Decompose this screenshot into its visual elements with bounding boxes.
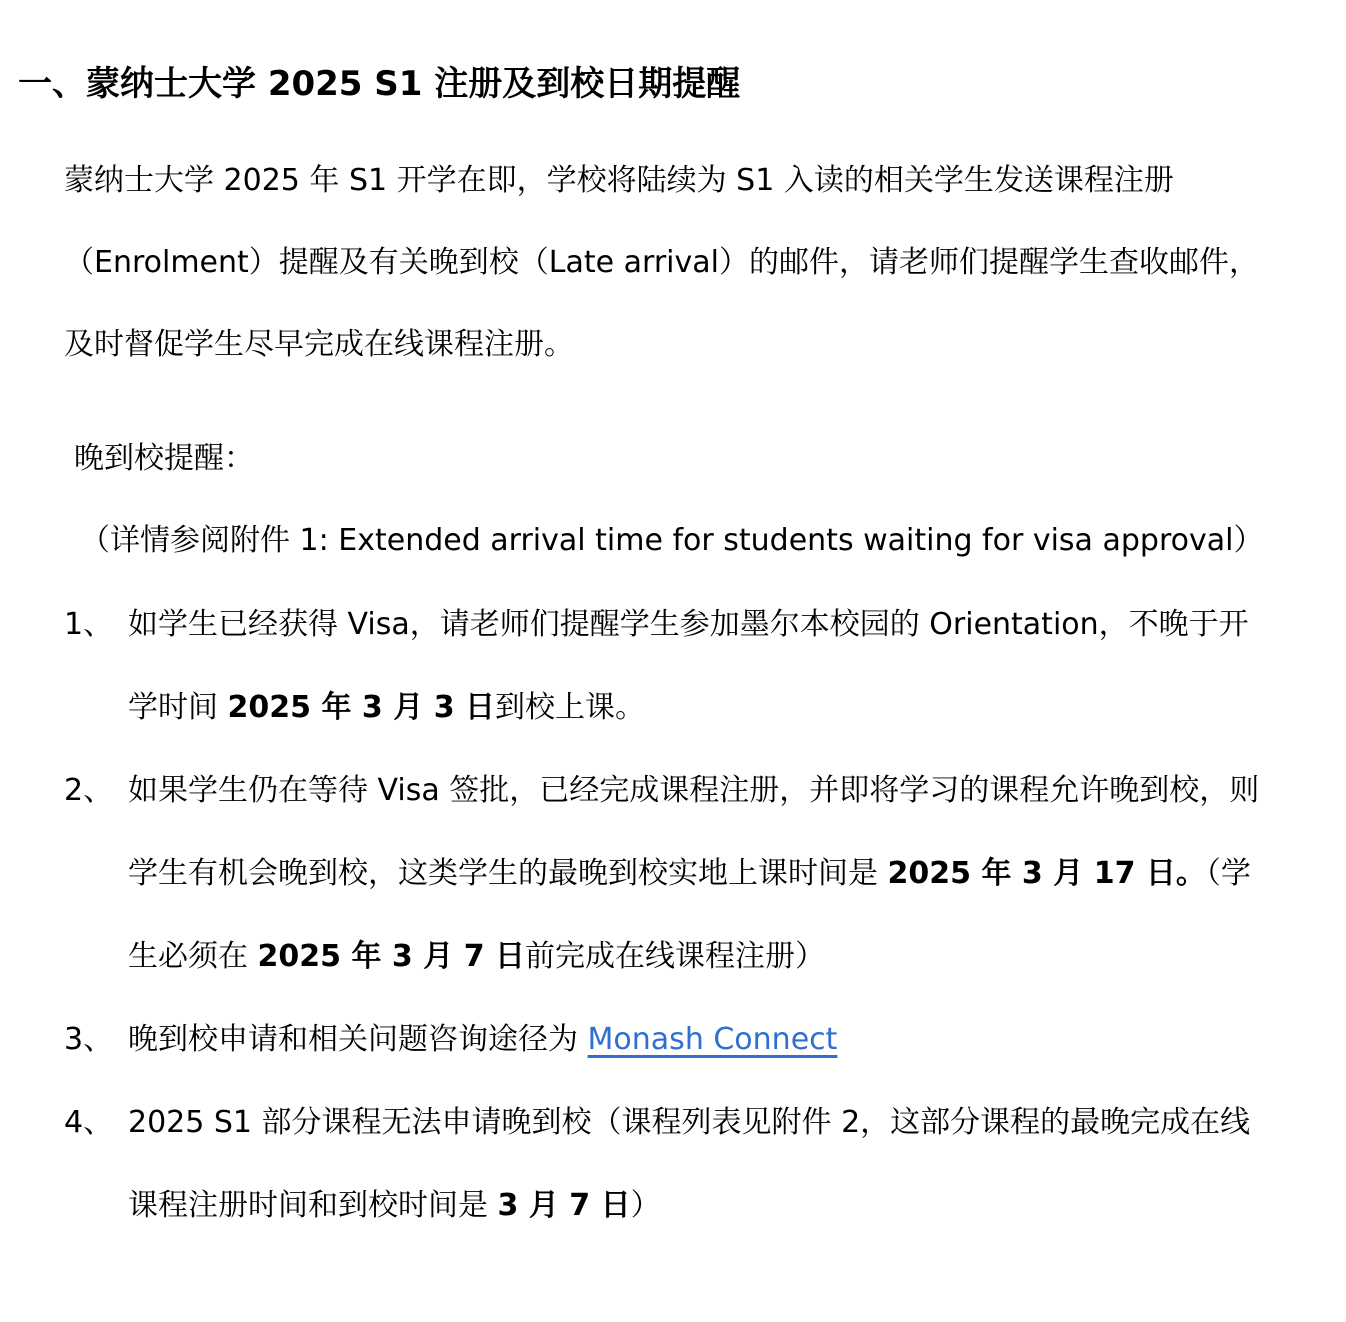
text-segment: 晚到校申请和相关问题咨询途径为: [128, 1022, 588, 1057]
list-item-text: [128, 915, 1334, 998]
list-item-text: [128, 832, 1334, 915]
text-segment: 生必须在: [128, 939, 258, 974]
bold-date: 2025 年 3 月 7 日: [257, 939, 526, 974]
list-item-text: 2025 S1 部分课程无法申请晚到校（课程列表见附件 2，这部分课程的最晚完成在线: [128, 1105, 1251, 1140]
text-segment: ）: [630, 1188, 661, 1223]
section-heading: 一、蒙纳士大学 2025 S1 注册及到校日期提醒: [18, 64, 741, 104]
list-item: [64, 998, 1334, 1081]
list-item-number: 1、: [64, 607, 114, 642]
list-item: [64, 1081, 1334, 1247]
list-item-text: [128, 666, 1334, 749]
bold-date: 2025 年 3 月 3 日: [227, 690, 496, 725]
list-item: [64, 749, 1334, 998]
monash-connect-link[interactable]: Monash Connect: [587, 1022, 838, 1057]
text-segment: 课程注册时间和到校时间是: [128, 1188, 498, 1223]
late-arrival-reference: （详情参阅附件 1: Extended arrival time for students waiting for visa approval）: [80, 523, 1264, 558]
list-item-text: [128, 998, 1334, 1081]
intro-line-3: 及时督促学生尽早完成在线课程注册。: [64, 327, 574, 362]
intro-line-2: （Enrolment）提醒及有关晚到校（Late arrival）的邮件，请老师们提醒学生查收邮件，: [64, 245, 1259, 280]
text-segment: 前完成在线课程注册）: [525, 939, 826, 974]
intro-line-1: 蒙纳士大学 2025 年 S1 开学在即，学校将陆续为 S1 入读的相关学生发送课程注册: [64, 163, 1174, 198]
bold-date: 3 月 7 日: [497, 1188, 631, 1223]
late-arrival-title: 晚到校提醒：: [74, 441, 254, 476]
bold-date: 2025 年 3 月 17 日。: [887, 856, 1206, 891]
list-item-number: 2、: [64, 773, 114, 808]
text-segment: （学: [1205, 856, 1251, 891]
text-segment: 学时间: [128, 690, 228, 725]
intro-paragraph: [64, 140, 1334, 386]
list-item-text: [128, 1164, 1334, 1247]
reminder-list: [64, 583, 1334, 1247]
list-item-text: 如果学生仍在等待 Visa 签批，已经完成课程注册，并即将学习的课程允许晚到校，则: [128, 773, 1260, 808]
list-item: [64, 583, 1334, 749]
text-segment: 学生有机会晚到校，这类学生的最晚到校实地上课时间是: [128, 856, 888, 891]
list-item-text: 如学生已经获得 Visa，请老师们提醒学生参加墨尔本校园的 Orientation，不晚于开: [128, 607, 1249, 642]
list-item-number: 3、: [64, 1022, 114, 1057]
text-segment: 到校上课。: [495, 690, 646, 725]
list-item-number: 4、: [64, 1105, 114, 1140]
